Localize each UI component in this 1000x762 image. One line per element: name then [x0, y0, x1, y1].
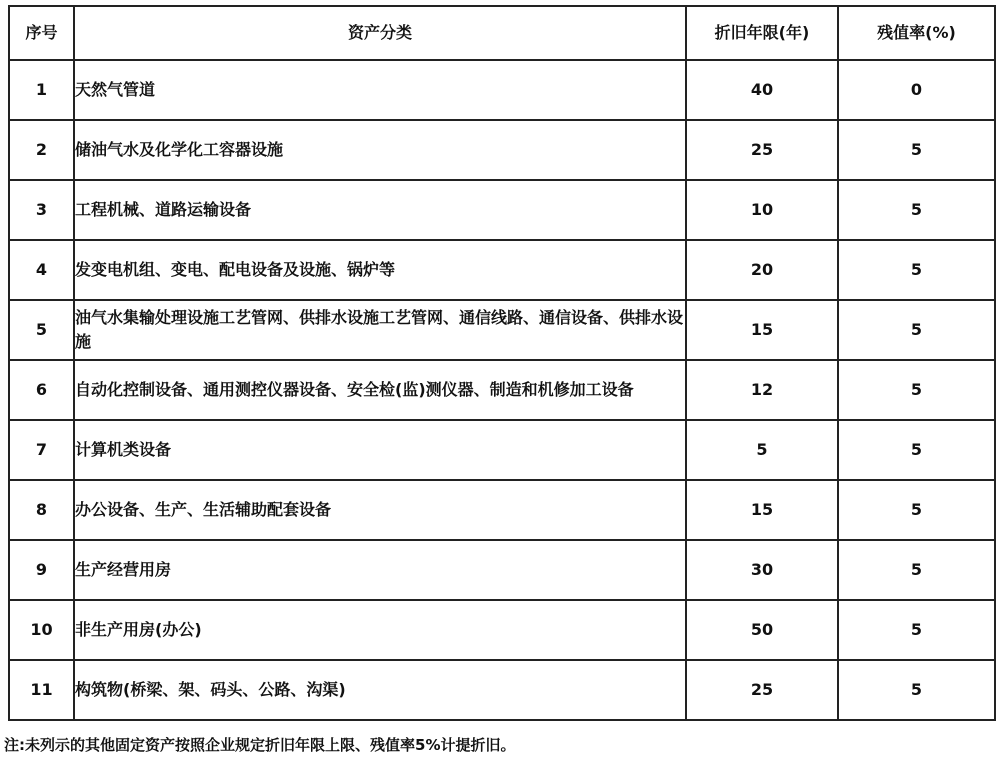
table-row [9, 660, 995, 720]
cell-index: 4 [9, 240, 74, 300]
table-row [9, 60, 995, 120]
cell-residual: 5 [838, 360, 995, 420]
cell-category: 发变电机组、变电、配电设备及设施、锅炉等 [74, 240, 686, 300]
table-row [9, 120, 995, 180]
cell-category: 天然气管道 [74, 60, 686, 120]
cell-years: 15 [686, 300, 838, 360]
cell-category: 自动化控制设备、通用测控仪器设备、安全检(监)测仪器、制造和机修加工设备 [74, 360, 686, 420]
cell-residual: 0 [838, 60, 995, 120]
cell-index: 2 [9, 120, 74, 180]
table-row [9, 180, 995, 240]
cell-years: 5 [686, 420, 838, 480]
header-category: 资产分类 [74, 6, 686, 60]
cell-category: 储油气水及化学化工容器设施 [74, 120, 686, 180]
table-row [9, 360, 995, 420]
cell-residual: 5 [838, 420, 995, 480]
cell-index: 8 [9, 480, 74, 540]
cell-category: 生产经营用房 [74, 540, 686, 600]
cell-residual: 5 [838, 240, 995, 300]
cell-years: 12 [686, 360, 838, 420]
table-row [9, 240, 995, 300]
footnote: 注:未列示的其他固定资产按照企业规定折旧年限上限、残值率5%计提折旧。 [4, 736, 516, 754]
cell-category: 工程机械、道路运输设备 [74, 180, 686, 240]
cell-years: 15 [686, 480, 838, 540]
table-row [9, 540, 995, 600]
table-row [9, 420, 995, 480]
cell-years: 25 [686, 120, 838, 180]
header-residual: 残值率(%) [838, 6, 995, 60]
cell-index: 11 [9, 660, 74, 720]
header-years: 折旧年限(年) [686, 6, 838, 60]
cell-years: 50 [686, 600, 838, 660]
header-index: 序号 [9, 6, 74, 60]
cell-category: 油气水集输处理设施工艺管网、供排水设施工艺管网、通信线路、通信设备、供排水设施 [74, 300, 686, 360]
cell-category: 办公设备、生产、生活辅助配套设备 [74, 480, 686, 540]
cell-years: 40 [686, 60, 838, 120]
cell-years: 25 [686, 660, 838, 720]
cell-residual: 5 [838, 300, 995, 360]
cell-index: 3 [9, 180, 74, 240]
cell-residual: 5 [838, 120, 995, 180]
depreciation-table [8, 5, 996, 721]
cell-residual: 5 [838, 600, 995, 660]
cell-index: 6 [9, 360, 74, 420]
cell-residual: 5 [838, 660, 995, 720]
cell-index: 10 [9, 600, 74, 660]
cell-years: 10 [686, 180, 838, 240]
table-row [9, 480, 995, 540]
table-header-row [9, 6, 995, 60]
cell-residual: 5 [838, 540, 995, 600]
cell-years: 30 [686, 540, 838, 600]
table-row [9, 300, 995, 360]
cell-index: 9 [9, 540, 74, 600]
cell-residual: 5 [838, 480, 995, 540]
cell-index: 1 [9, 60, 74, 120]
table-row [9, 600, 995, 660]
cell-residual: 5 [838, 180, 995, 240]
cell-category: 构筑物(桥梁、架、码头、公路、沟渠) [74, 660, 686, 720]
cell-category: 非生产用房(办公) [74, 600, 686, 660]
cell-category: 计算机类设备 [74, 420, 686, 480]
cell-years: 20 [686, 240, 838, 300]
cell-index: 5 [9, 300, 74, 360]
cell-index: 7 [9, 420, 74, 480]
